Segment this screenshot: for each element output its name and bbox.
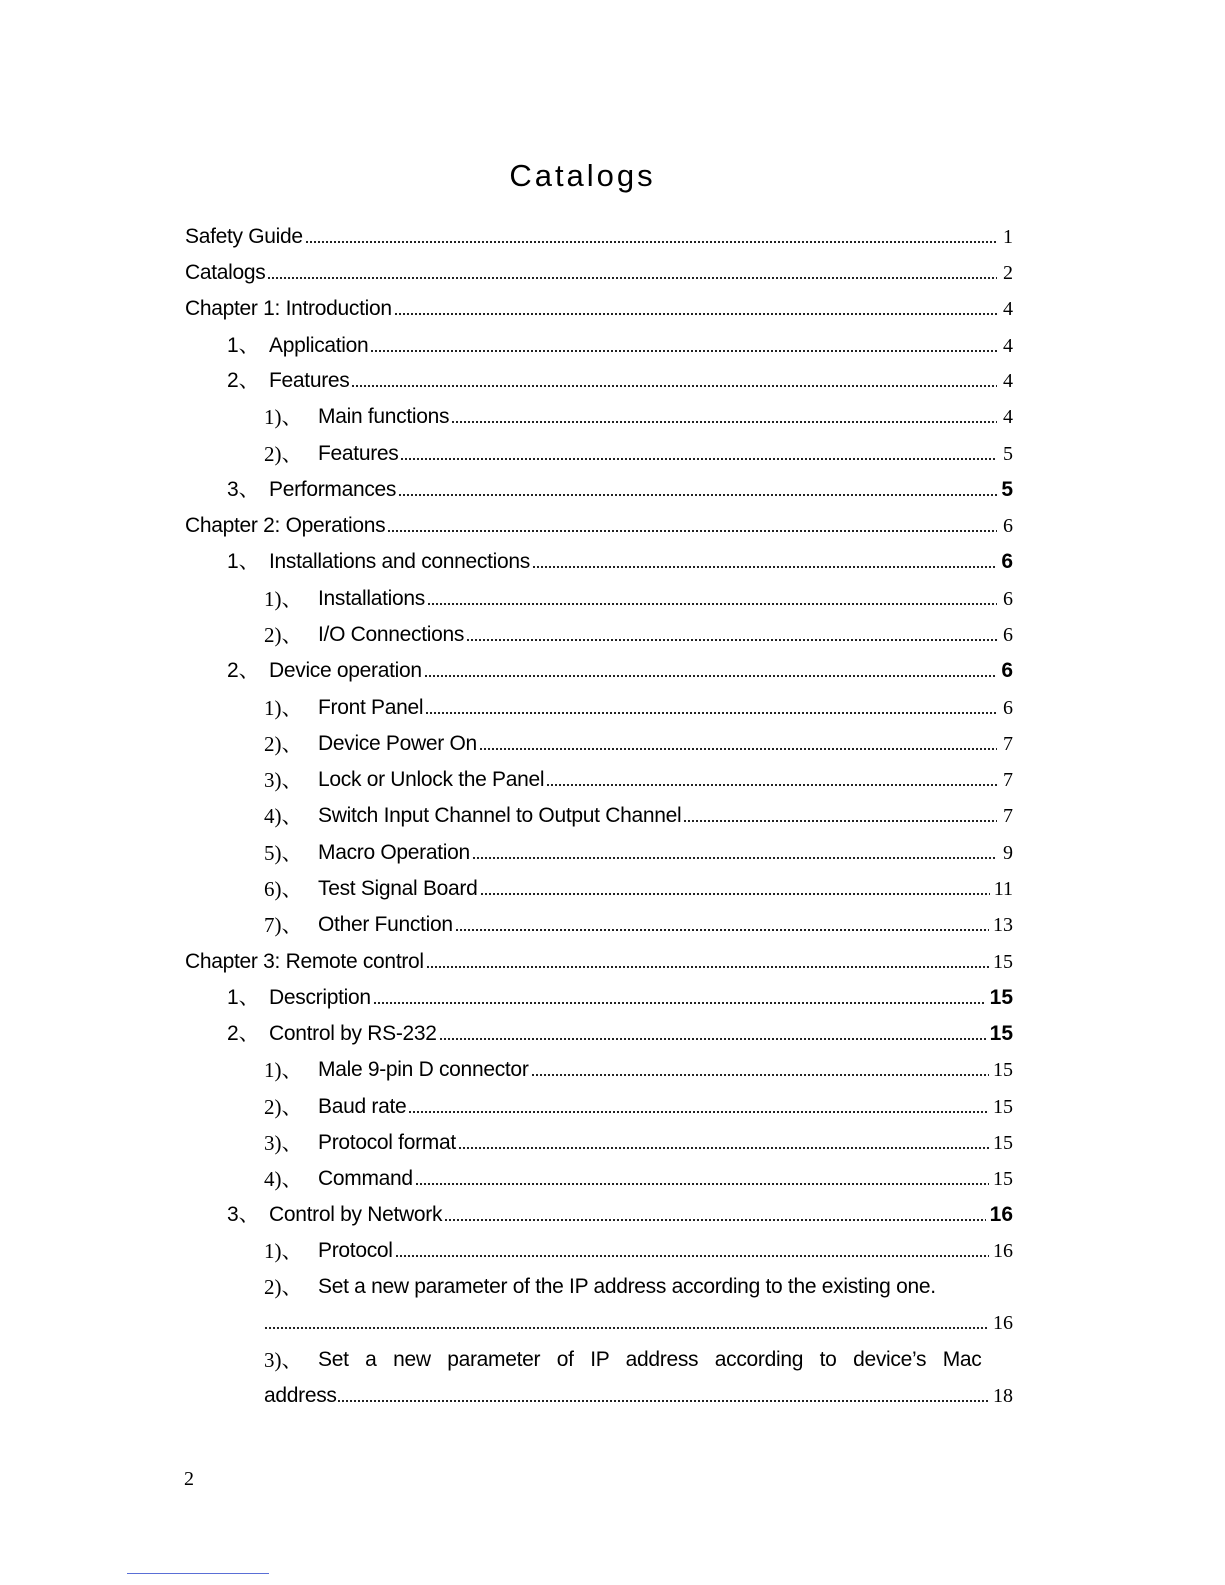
toc-entry-features[interactable] xyxy=(227,366,1013,396)
toc-entry-baud-rate[interactable] xyxy=(264,1092,1013,1122)
toc-entry-number: 6)、 xyxy=(264,877,303,901)
dot-leader xyxy=(444,1216,985,1224)
page-title: Catalogs xyxy=(509,158,656,193)
toc-page-number: 15 xyxy=(993,951,1013,973)
toc-entry-label: Device operation xyxy=(269,659,422,682)
toc-page-number: 7 xyxy=(1003,769,1013,791)
dot-leader xyxy=(305,238,997,246)
toc-page-number: 4 xyxy=(1003,370,1013,392)
toc-entry-number: 3)、 xyxy=(264,768,303,792)
toc-entry-label: Set a new parameter of IP address according to device’s Mac xyxy=(318,1348,982,1371)
toc-page-number: 7 xyxy=(1003,733,1013,755)
toc-entry-label: Test Signal Board xyxy=(318,877,478,900)
toc-page-number: 6 xyxy=(1003,588,1013,610)
toc-entry-label: Application xyxy=(269,334,369,357)
toc-entry-label: Other Function xyxy=(318,913,453,936)
toc-entry-label: Chapter 3: Remote control xyxy=(185,950,424,973)
toc-entry-number: 2、 xyxy=(227,1022,260,1045)
toc-page-number: 6 xyxy=(1001,659,1013,682)
toc-entry-label: Control by RS-232 xyxy=(269,1022,437,1045)
toc-entry-number: 3)、 xyxy=(264,1131,303,1155)
toc-entry-label: Control by Network xyxy=(269,1203,443,1226)
dot-leader xyxy=(479,745,997,753)
toc-entry-label: Switch Input Channel to Output Channel xyxy=(318,804,682,827)
dot-leader xyxy=(267,274,997,282)
toc-page-number: 15 xyxy=(989,1022,1013,1045)
toc-page-number: 5 xyxy=(1003,443,1013,465)
toc-entry-number: 2)、 xyxy=(264,623,303,647)
dot-leader xyxy=(395,1252,989,1260)
toc-entry-label: Protocol xyxy=(318,1239,393,1262)
toc-entry-description[interactable] xyxy=(227,983,1013,1013)
toc-entry-number: 1)、 xyxy=(264,1239,303,1263)
toc-entry-installations[interactable] xyxy=(264,584,1013,614)
toc-entry-number: 1、 xyxy=(227,986,260,1009)
toc-entry-safety-guide[interactable] xyxy=(185,222,1013,252)
toc-page-number: 6 xyxy=(1003,697,1013,719)
toc-entry-control-network[interactable] xyxy=(227,1200,1013,1230)
toc-entry-chapter-2[interactable] xyxy=(185,511,1013,541)
toc-entry-command[interactable] xyxy=(264,1164,1013,1194)
toc-entry-catalogs[interactable] xyxy=(185,258,1013,288)
toc-page-number: 5 xyxy=(1001,478,1013,501)
dot-leader xyxy=(387,527,997,535)
dot-leader xyxy=(424,672,997,680)
toc-entry-label: Set a new parameter of the IP address according to the existing one. xyxy=(318,1275,936,1298)
toc-entry-number: 3、 xyxy=(227,478,260,501)
toc-entry-chapter-1[interactable] xyxy=(185,294,1013,324)
dot-leader xyxy=(426,963,989,971)
toc-entry-installations-connections[interactable] xyxy=(227,547,1013,577)
toc-entry-label: Front Panel xyxy=(318,696,424,719)
toc-entry-number: 3)、 xyxy=(264,1348,303,1372)
toc-page-number: 15 xyxy=(993,1132,1013,1154)
dot-leader xyxy=(531,1071,989,1079)
dot-leader xyxy=(398,491,997,499)
dot-leader xyxy=(370,347,997,355)
footer-rule xyxy=(127,1573,269,1574)
toc-entry-label: Chapter 1: Introduction xyxy=(185,297,392,320)
toc-entry-application[interactable] xyxy=(227,331,1013,361)
toc-entry-number: 2)、 xyxy=(264,1275,303,1299)
toc-page-number: 9 xyxy=(1003,842,1013,864)
dot-leader xyxy=(439,1035,986,1043)
dot-leader xyxy=(264,1324,989,1332)
dot-leader xyxy=(532,563,997,571)
toc-entry-number: 2、 xyxy=(227,659,260,682)
toc-entry-macro-operation[interactable] xyxy=(264,838,1013,868)
dot-leader xyxy=(427,600,997,608)
toc-page-number: 1 xyxy=(1003,226,1013,248)
toc-entry-set-ip-mac[interactable] xyxy=(264,1345,1015,1375)
toc-entry-other-function[interactable] xyxy=(264,910,1013,940)
dot-leader xyxy=(373,999,986,1007)
toc-page-number: 15 xyxy=(993,1096,1013,1118)
dot-leader xyxy=(472,854,997,862)
toc-entry-label: Installations and connections xyxy=(269,550,530,573)
toc-entry-number: 5)、 xyxy=(264,841,303,865)
toc-page-number: 6 xyxy=(1003,515,1013,537)
toc-page-number: 7 xyxy=(1003,805,1013,827)
toc-entry-device-power-on[interactable] xyxy=(264,729,1013,759)
toc-entry-number: 1、 xyxy=(227,334,260,357)
dot-leader xyxy=(458,1144,989,1152)
toc-entry-performances[interactable] xyxy=(227,475,1013,505)
toc-page-number: 15 xyxy=(989,986,1013,1009)
dot-leader xyxy=(351,382,997,390)
toc-page-number: 18 xyxy=(993,1385,1013,1407)
toc-page-number: 4 xyxy=(1003,298,1013,320)
toc-entry-label: Catalogs xyxy=(185,261,266,284)
toc-page-number: 11 xyxy=(993,878,1013,900)
toc-entry-number: 1)、 xyxy=(264,405,303,429)
toc-entry-label: Features xyxy=(269,369,350,392)
dot-leader xyxy=(455,926,989,934)
toc-entry-set-ip-existing[interactable] xyxy=(264,1272,1013,1302)
toc-entry-label: Features xyxy=(318,442,399,465)
dot-leader xyxy=(400,455,997,463)
toc-page-number: 6 xyxy=(1003,624,1013,646)
toc-entry-number: 2)、 xyxy=(264,1095,303,1119)
toc-entry-number: 2)、 xyxy=(264,732,303,756)
toc-entry-test-signal-board[interactable] xyxy=(264,874,1013,904)
toc-page-number: 4 xyxy=(1003,406,1013,428)
footer-page-number: 2 xyxy=(184,1468,194,1490)
toc-entry-label: Description xyxy=(269,986,371,1009)
toc-entry-label: Performances xyxy=(269,478,397,501)
toc-page-number: 16 xyxy=(993,1240,1013,1262)
toc-entry-device-operation[interactable] xyxy=(227,656,1013,686)
toc-entry-main-functions[interactable] xyxy=(264,402,1013,432)
toc-entry-label: Device Power On xyxy=(318,732,477,755)
toc-entry-label: Male 9-pin D connector xyxy=(318,1058,529,1081)
toc-entry-label: Chapter 2: Operations xyxy=(185,514,386,537)
toc-entry-set-ip-existing-leader[interactable] xyxy=(264,1308,1013,1338)
toc-entry-set-ip-mac-cont[interactable] xyxy=(264,1381,1013,1411)
toc-entry-control-rs232[interactable] xyxy=(227,1019,1013,1049)
toc-entry-number: 1)、 xyxy=(264,587,303,611)
dot-leader xyxy=(337,1397,989,1405)
toc-entry-number: 3、 xyxy=(227,1203,260,1226)
toc-entry-protocol-format[interactable] xyxy=(264,1128,1013,1158)
dot-leader xyxy=(415,1180,989,1188)
toc-entry-label: Macro Operation xyxy=(318,841,470,864)
toc-entry-label: I/O Connections xyxy=(318,623,465,646)
dot-leader xyxy=(408,1108,989,1116)
toc-entry-label-cont: address xyxy=(264,1384,337,1407)
toc-page-number: 2 xyxy=(1003,262,1013,284)
toc-page-number: 16 xyxy=(989,1203,1013,1226)
toc-entry-switch-input-output[interactable] xyxy=(264,801,1013,831)
toc-entry-number: 4)、 xyxy=(264,804,303,828)
toc-entry-label: Installations xyxy=(318,587,425,610)
dot-leader xyxy=(394,310,997,318)
dot-leader xyxy=(546,781,997,789)
toc-entry-number: 4)、 xyxy=(264,1167,303,1191)
toc-entry-io-connections[interactable] xyxy=(264,620,1013,650)
toc-entry-front-panel[interactable] xyxy=(264,693,1013,723)
toc-entry-lock-unlock-panel[interactable] xyxy=(264,765,1013,795)
dot-leader xyxy=(683,817,997,825)
toc-entry-male-9pin[interactable] xyxy=(264,1055,1013,1085)
toc-page-number: 15 xyxy=(993,1168,1013,1190)
toc-entry-features-sub[interactable] xyxy=(264,439,1013,469)
toc-entry-number: 1)、 xyxy=(264,696,303,720)
dot-leader xyxy=(480,890,990,898)
dot-leader xyxy=(466,636,997,644)
toc-page-number: 4 xyxy=(1003,335,1013,357)
toc-entry-label: Main functions xyxy=(318,405,450,428)
toc-entry-label: Protocol format xyxy=(318,1131,456,1154)
toc-entry-number: 2、 xyxy=(227,369,260,392)
toc-entry-label: Lock or Unlock the Panel xyxy=(318,768,545,791)
dot-leader xyxy=(451,418,997,426)
toc-page-number: 15 xyxy=(993,1059,1013,1081)
toc-page-number: 13 xyxy=(993,914,1013,936)
toc-entry-number: 1)、 xyxy=(264,1058,303,1082)
toc-entry-chapter-3[interactable] xyxy=(185,947,1013,977)
toc-entry-label: Command xyxy=(318,1167,413,1190)
dot-leader xyxy=(425,709,997,717)
toc-entry-number: 7)、 xyxy=(264,913,303,937)
toc-entry-label: Baud rate xyxy=(318,1095,407,1118)
toc-entry-protocol[interactable] xyxy=(264,1236,1013,1266)
toc-page-number: 6 xyxy=(1001,550,1013,573)
toc-entry-label: Safety Guide xyxy=(185,225,303,248)
toc-page-number: 16 xyxy=(993,1312,1013,1334)
toc-entry-number: 1、 xyxy=(227,550,260,573)
toc-entry-number: 2)、 xyxy=(264,442,303,466)
